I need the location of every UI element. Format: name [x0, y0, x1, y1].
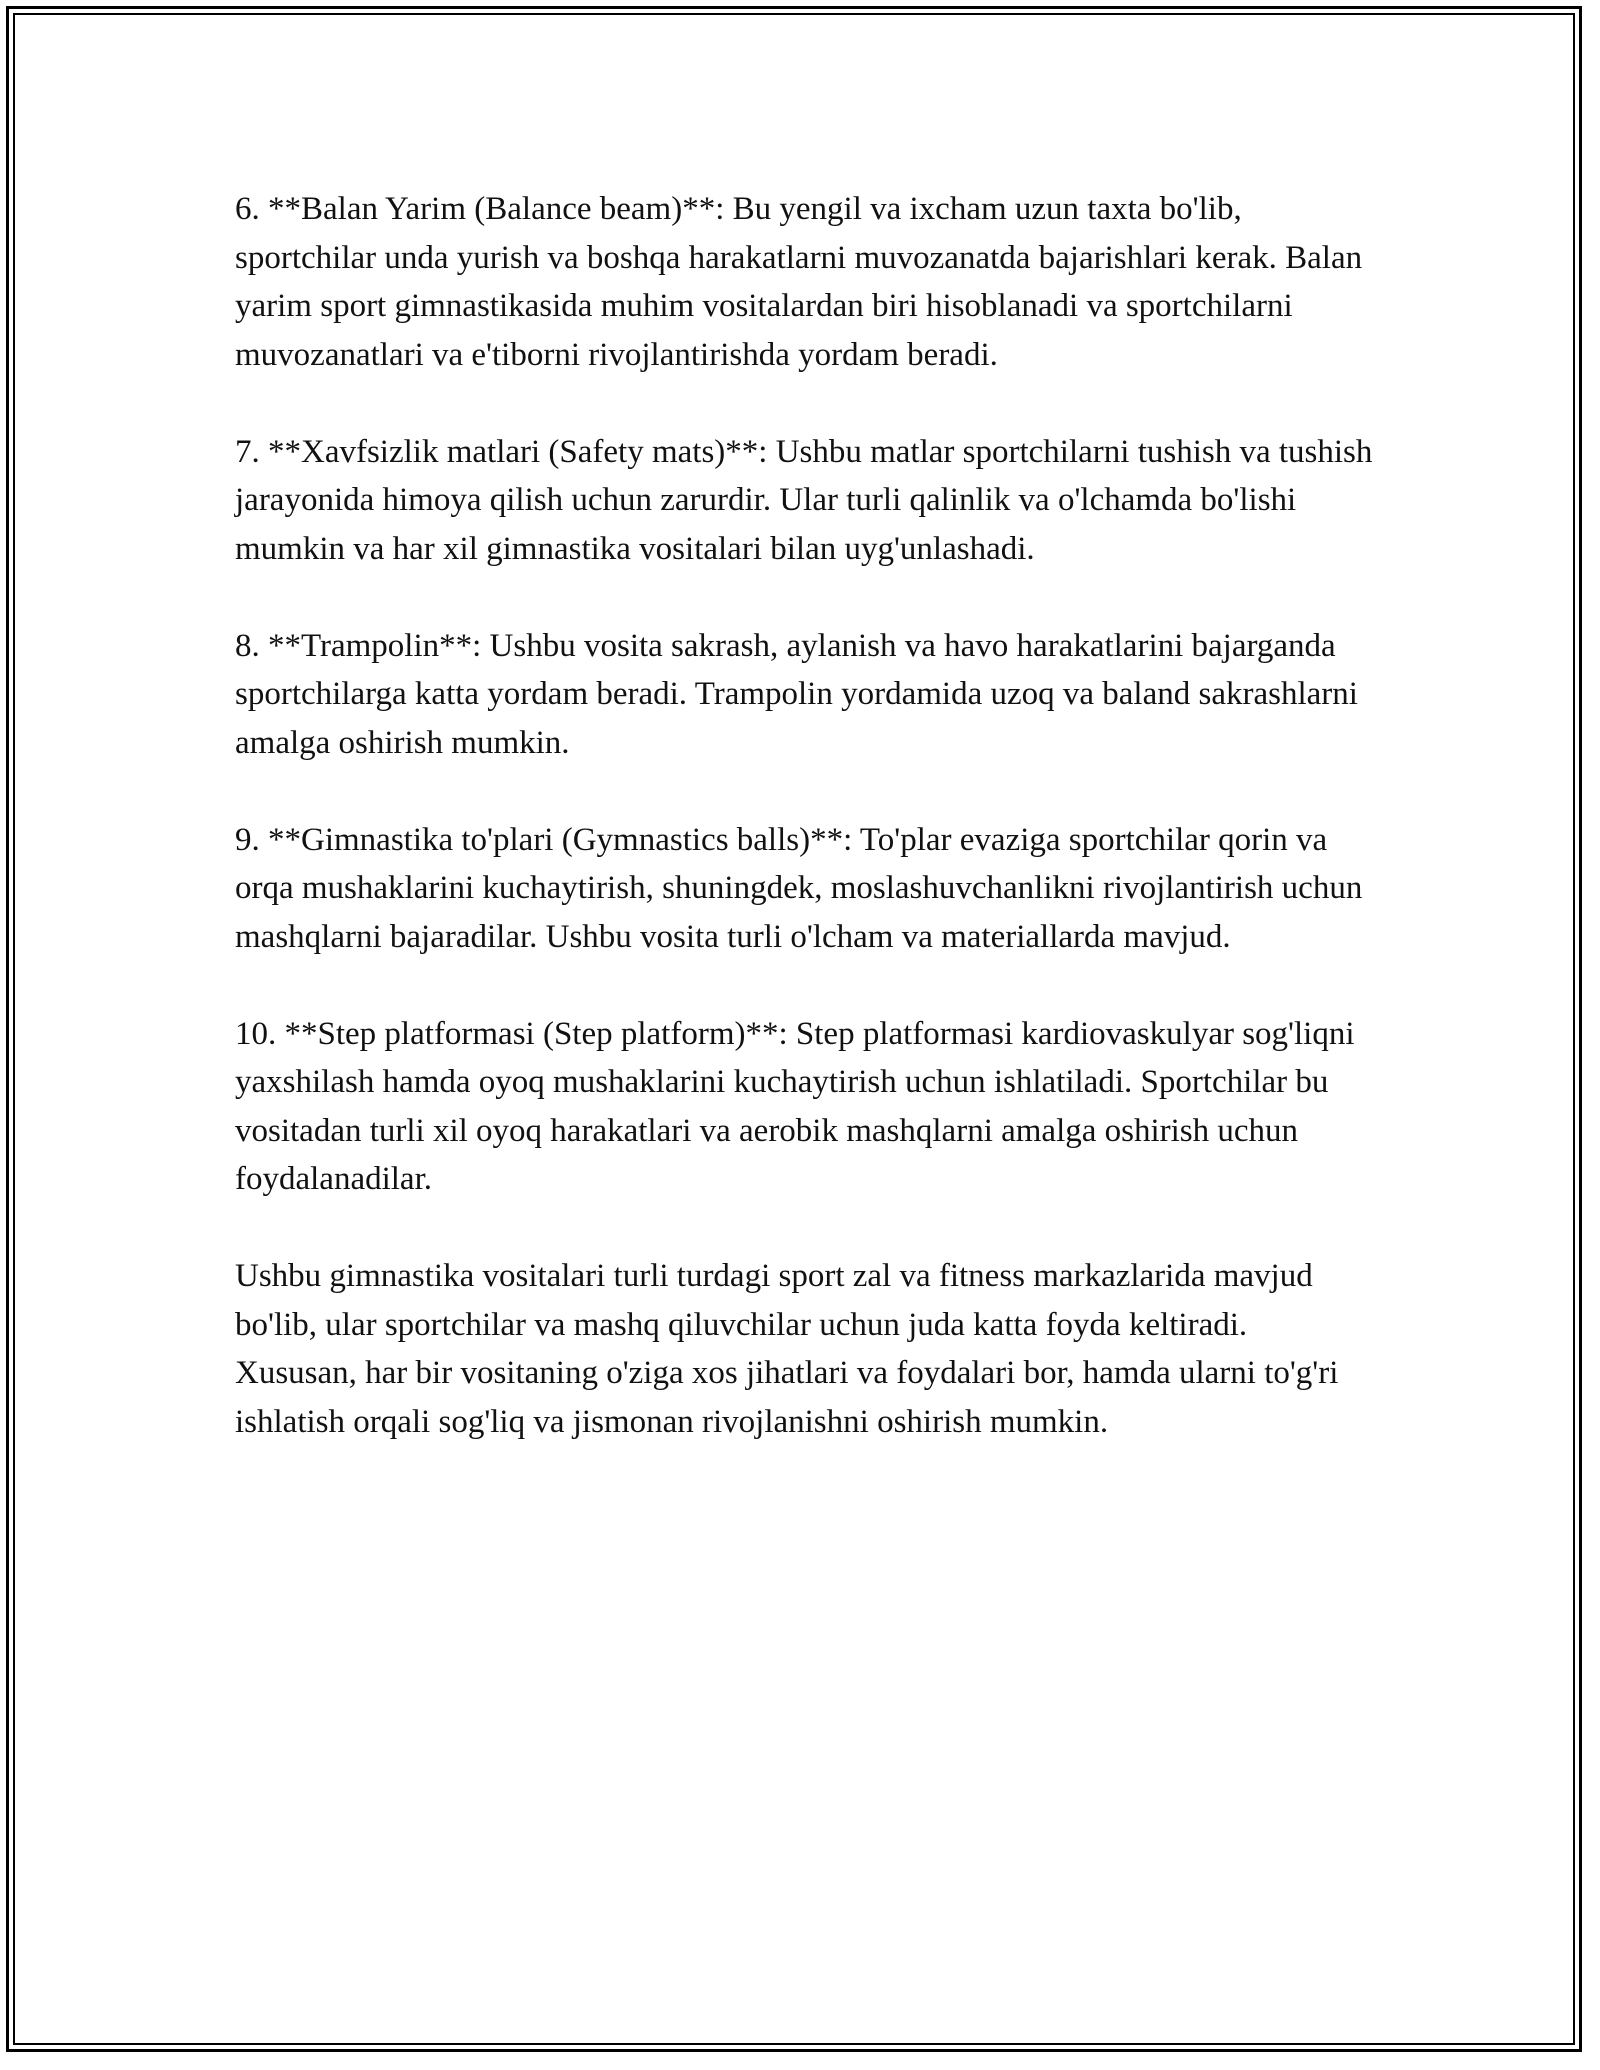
paragraph-safety-mats: 7. **Xavfsizlik matlari (Safety mats)**: Ushbu matlar sportchilarni tushish va tushish jarayonida himoya qilish uchun zarurdir. Ular turli qalinlik va o'lchamda bo'lishi mumkin va har xil gimnastika vositalari bilan uyg'unlashadi. — [235, 433, 1373, 567]
paragraph-trampolin: 8. **Trampolin**: Ushbu vosita sakrash, aylanish va havo harakatlarini bajarganda sportchilarga katta yordam beradi. Trampolin yordamida uzoq va baland sakrashlarni amalga oshirish mumkin. — [235, 627, 1358, 761]
paragraph-conclusion: Ushbu gimnastika vositalari turli turdagi sport zal va fitness markazlarida mavjud bo'lib, ular sportchilar va mashq qiluvchilar uchun juda katta foyda keltiradi. Xususan, har bir vositaning o'ziga xos jihatlari va foydalari bor, hamda ularni to'g'ri ishlatish orqali sog'liq va jismonan rivojlanishni oshirish mumkin. — [235, 1258, 1339, 1440]
paragraph-gymnastics-balls: 9. **Gimnastika to'plari (Gymnastics balls)**: To'plar evaziga sportchilar qorin va orqa mushaklarini kuchaytirish, shuningdek, moslashuvchanlikni rivojlantirish uchun mashqlarni bajaradilar. Ushbu vosita turli o'lcham va materiallarda mavjud. — [235, 821, 1363, 955]
paragraph-step-platform: 10. **Step platformasi (Step platform)**: Step platformasi kardiovaskulyar sog'liqni yaxshilash hamda oyoq mushaklarini kuchaytirish uchun ishlatiladi. Sportchilar bu vositadan turli xil oyoq harakatlari va aerobik mashqlarni amalga oshirish uchun foydalanadilar. — [235, 1015, 1355, 1197]
document-body — [235, 185, 1375, 1495]
paragraph-balance-beam: 6. **Balan Yarim (Balance beam)**: Bu yengil va ixcham uzun taxta bo'lib, sportchilar unda yurish va boshqa harakatlarni muvozanatda bajarishlari kerak. Balan yarim sport gimnastikasida muhim vositalardan biri hisoblanadi va sportchilarni muvozanatlari va e'tiborni rivojlantirishda yordam beradi. — [235, 191, 1363, 373]
